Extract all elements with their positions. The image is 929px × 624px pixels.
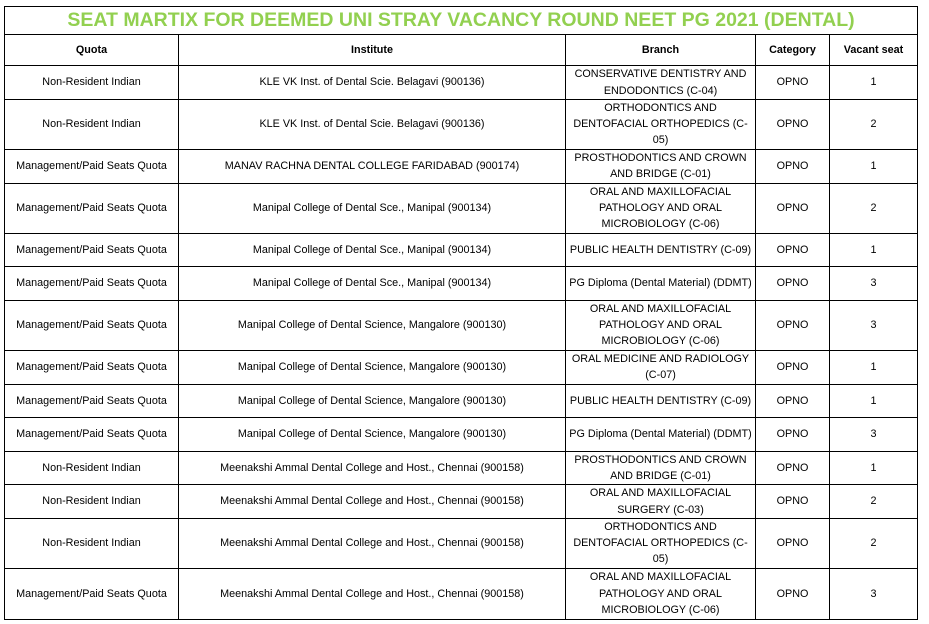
category-cell: OPNO [756,183,830,233]
branch-cell: ORAL AND MAXILLOFACIAL PATHOLOGY AND ORAL MICROBIOLOGY (C-06) [566,568,756,619]
branch-cell: ORAL AND MAXILLOFACIAL SURGERY (C-03) [566,485,756,519]
category-cell: OPNO [756,485,830,519]
quota-cell: Management/Paid Seats Quota [5,350,179,384]
branch-cell: PROSTHODONTICS AND CROWN AND BRIDGE (C-01) [566,149,756,183]
vacant-seat-cell: 2 [830,100,918,150]
branch-cell: ORAL AND MAXILLOFACIAL PATHOLOGY AND ORAL MICROBIOLOGY (C-06) [566,300,756,350]
table-row [5,66,918,100]
column-header-category: Category [756,35,830,66]
title-row [5,7,918,35]
vacant-seat-cell: 1 [830,66,918,100]
institute-cell: Meenakshi Ammal Dental College and Host., Chennai (900158) [179,519,566,569]
quota-cell: Management/Paid Seats Quota [5,233,179,266]
quota-cell: Management/Paid Seats Quota [5,183,179,233]
table-row [5,384,918,417]
institute-cell: Manipal College of Dental Science, Mangalore (900130) [179,384,566,417]
header-row [5,35,918,66]
column-header-branch: Branch [566,35,756,66]
vacant-seat-cell: 1 [830,384,918,417]
branch-cell: PUBLIC HEALTH DENTISTRY (C-09) [566,233,756,266]
quota-cell: Management/Paid Seats Quota [5,568,179,619]
vacant-seat-cell: 3 [830,417,918,451]
quota-cell: Management/Paid Seats Quota [5,300,179,350]
quota-cell: Management/Paid Seats Quota [5,384,179,417]
table-row [5,519,918,569]
quota-cell: Management/Paid Seats Quota [5,266,179,300]
vacant-seat-cell: 3 [830,300,918,350]
category-cell: OPNO [756,149,830,183]
vacant-seat-cell: 1 [830,233,918,266]
table-row [5,149,918,183]
branch-cell: ORAL MEDICINE AND RADIOLOGY (C-07) [566,350,756,384]
table-row [5,100,918,150]
branch-cell: PG Diploma (Dental Material) (DDMT) [566,266,756,300]
branch-cell: PROSTHODONTICS AND CROWN AND BRIDGE (C-01) [566,451,756,484]
institute-cell: Manipal College of Dental Sce., Manipal (900134) [179,233,566,266]
category-cell: OPNO [756,66,830,100]
column-header-vacant-seat: Vacant seat [830,35,918,66]
category-cell: OPNO [756,350,830,384]
branch-cell: ORTHODONTICS AND DENTOFACIAL ORTHOPEDICS (C-05) [566,100,756,150]
column-header-quota: Quota [5,35,179,66]
page-title: SEAT MARTIX FOR DEEMED UNI STRAY VACANCY ROUND NEET PG 2021 (DENTAL) [5,7,918,35]
quota-cell: Non-Resident Indian [5,100,179,150]
quota-cell: Management/Paid Seats Quota [5,149,179,183]
category-cell: OPNO [756,568,830,619]
vacant-seat-cell: 2 [830,519,918,569]
vacant-seat-cell: 2 [830,183,918,233]
category-cell: OPNO [756,519,830,569]
branch-cell: PG Diploma (Dental Material) (DDMT) [566,417,756,451]
branch-cell: ORAL AND MAXILLOFACIAL PATHOLOGY AND ORAL MICROBIOLOGY (C-06) [566,183,756,233]
table-row [5,350,918,384]
table-row [5,485,918,519]
table-row [5,300,918,350]
quota-cell: Non-Resident Indian [5,66,179,100]
category-cell: OPNO [756,384,830,417]
category-cell: OPNO [756,100,830,150]
branch-cell: CONSERVATIVE DENTISTRY AND ENDODONTICS (C-04) [566,66,756,100]
vacant-seat-cell: 1 [830,451,918,484]
table-row [5,568,918,619]
institute-cell: KLE VK Inst. of Dental Scie. Belagavi (900136) [179,100,566,150]
vacant-seat-cell: 2 [830,485,918,519]
seat-matrix-table [4,6,918,620]
institute-cell: Manipal College of Dental Science, Mangalore (900130) [179,350,566,384]
institute-cell: MANAV RACHNA DENTAL COLLEGE FARIDABAD (900174) [179,149,566,183]
table-row [5,451,918,484]
table-row [5,233,918,266]
vacant-seat-cell: 3 [830,266,918,300]
institute-cell: Manipal College of Dental Sce., Manipal (900134) [179,266,566,300]
institute-cell: Manipal College of Dental Science, Mangalore (900130) [179,300,566,350]
table-row [5,183,918,233]
category-cell: OPNO [756,417,830,451]
branch-cell: ORTHODONTICS AND DENTOFACIAL ORTHOPEDICS (C-05) [566,519,756,569]
table-row [5,266,918,300]
category-cell: OPNO [756,300,830,350]
institute-cell: Meenakshi Ammal Dental College and Host., Chennai (900158) [179,451,566,484]
quota-cell: Non-Resident Indian [5,519,179,569]
institute-cell: Manipal College of Dental Science, Mangalore (900130) [179,417,566,451]
institute-cell: Meenakshi Ammal Dental College and Host., Chennai (900158) [179,485,566,519]
institute-cell: KLE VK Inst. of Dental Scie. Belagavi (900136) [179,66,566,100]
table-row [5,417,918,451]
institute-cell: Manipal College of Dental Sce., Manipal (900134) [179,183,566,233]
vacant-seat-cell: 3 [830,568,918,619]
category-cell: OPNO [756,451,830,484]
category-cell: OPNO [756,266,830,300]
vacant-seat-cell: 1 [830,149,918,183]
quota-cell: Management/Paid Seats Quota [5,417,179,451]
quota-cell: Non-Resident Indian [5,451,179,484]
vacant-seat-cell: 1 [830,350,918,384]
category-cell: OPNO [756,233,830,266]
institute-cell: Meenakshi Ammal Dental College and Host., Chennai (900158) [179,568,566,619]
branch-cell: PUBLIC HEALTH DENTISTRY (C-09) [566,384,756,417]
quota-cell: Non-Resident Indian [5,485,179,519]
column-header-institute: Institute [179,35,566,66]
